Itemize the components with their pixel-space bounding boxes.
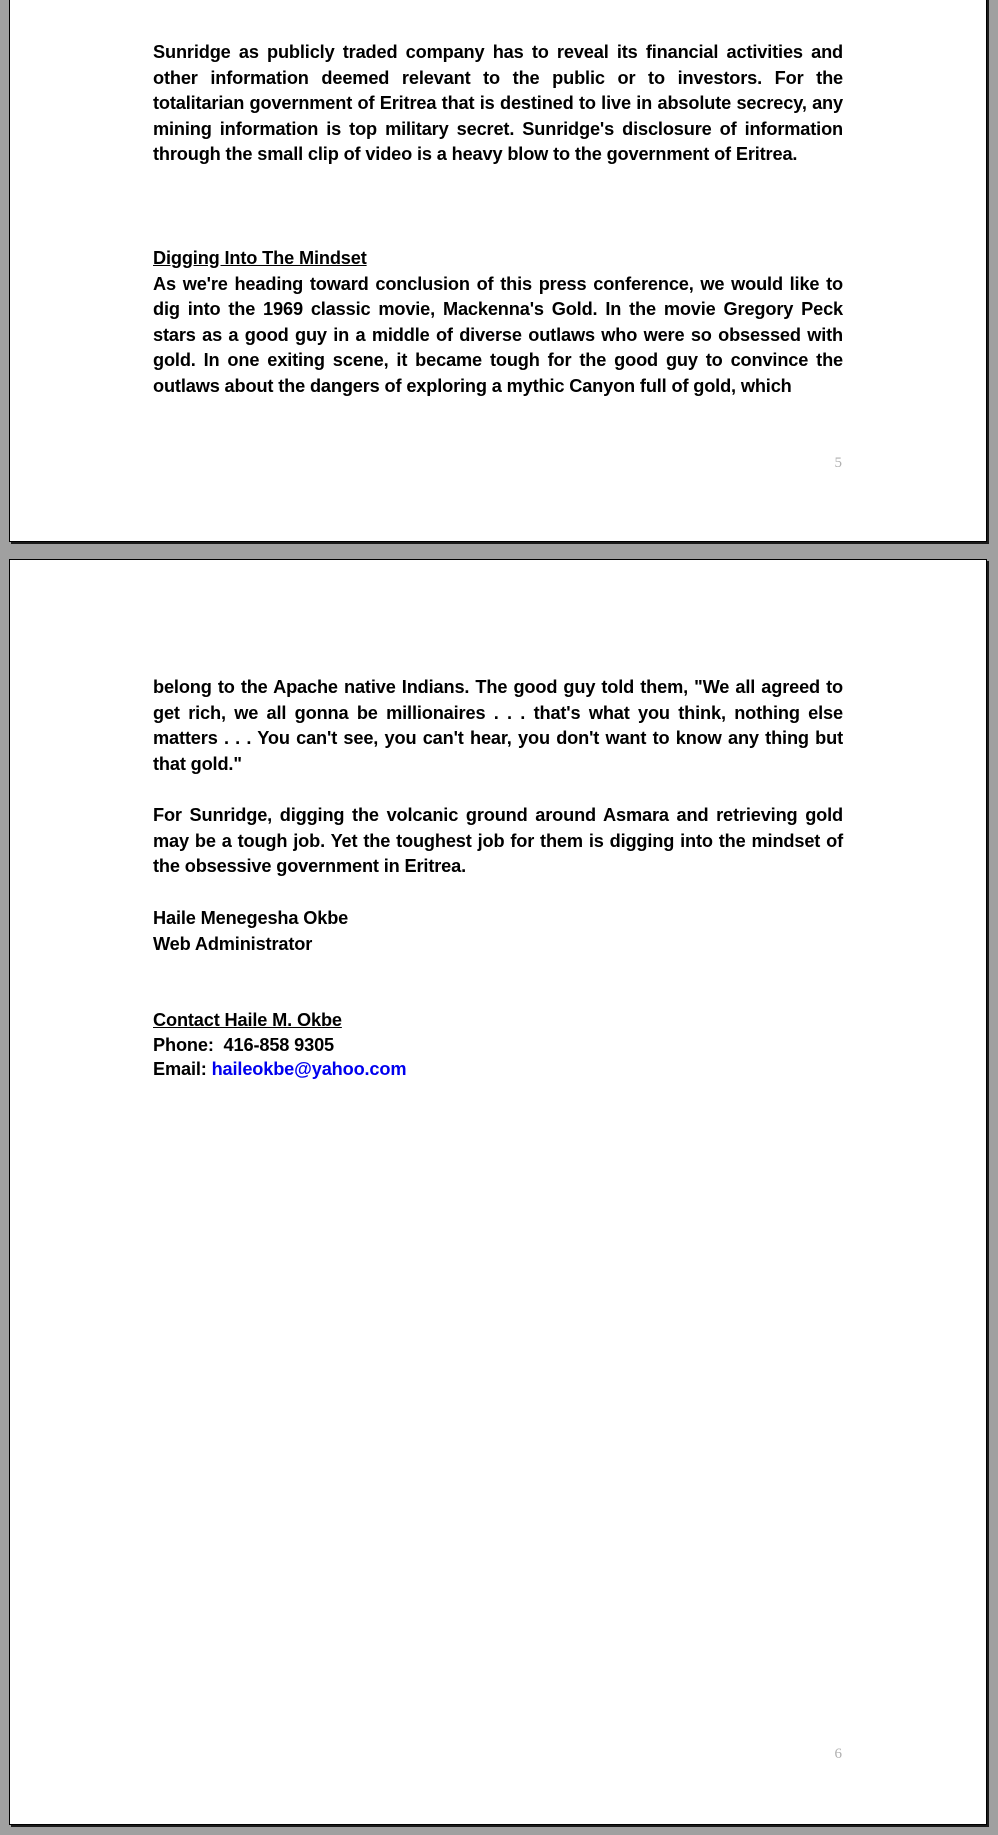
paragraph-conclusion-text: For Sunridge, digging the volcanic ground around Asmara and retrieving gold may be a tough job. Yet the toughest job for them is digging into the mindset of the obsessive government in Eritrea. [153,805,843,877]
paragraph-quote-text: belong to the Apache native Indians. The good guy told them, "We all agreed to get rich, we all gonna be millionaires . . . that's what you think, nothing else matters . . . You can't see, you can't hear, you don't want to know any thing but that gold." [153,677,843,774]
section-digging-into-mindset [153,246,843,400]
paragraph-quote [153,675,843,777]
paragraph-movie-intro: As we're heading toward conclusion of this press conference, we would like to dig into the 1969 classic movie, Mackenna's Gold. In the movie Gregory Peck stars as a good guy in a middle of diverse outlaws who were so obsessed with gold. In one exiting scene, it became tough for the good guy to convince the outlaws about the dangers of exploring a mythic Canyon full of gold, which [153,273,843,396]
paragraph-disclosure-text: Sunridge as publicly traded company has to reveal its financial activities and other information deemed relevant to the public or to investors. For the totalitarian government of Eritrea that is destined to live in absolute secrecy, any mining information is top military secret. Sunridge's disclosure of information through the small clip of video is a heavy blow to the government of Eritrea. [153,42,843,165]
author-name: Haile Menegesha Okbe [153,908,349,928]
phone-line [153,1033,843,1058]
signature-block [153,906,843,957]
paragraph-conclusion [153,803,843,880]
email-label: Email: [153,1059,207,1079]
page-number: 5 [834,455,842,471]
email-line [153,1057,843,1082]
contact-block [153,1008,843,1082]
email-link[interactable]: haileokbe@yahoo.com [211,1059,407,1079]
author-title: Web Administrator [153,933,313,954]
page-number: 6 [834,1746,842,1762]
document-page-5 [9,0,987,542]
document-page-6 [9,559,987,1825]
paragraph-disclosure [153,40,843,168]
phone-value: 416-858 9305 [223,1034,335,1055]
phone-label: Phone: [153,1034,214,1055]
section-heading: Digging Into The Mindset [153,248,367,268]
contact-heading: Contact Haile M. Okbe [153,1010,342,1030]
